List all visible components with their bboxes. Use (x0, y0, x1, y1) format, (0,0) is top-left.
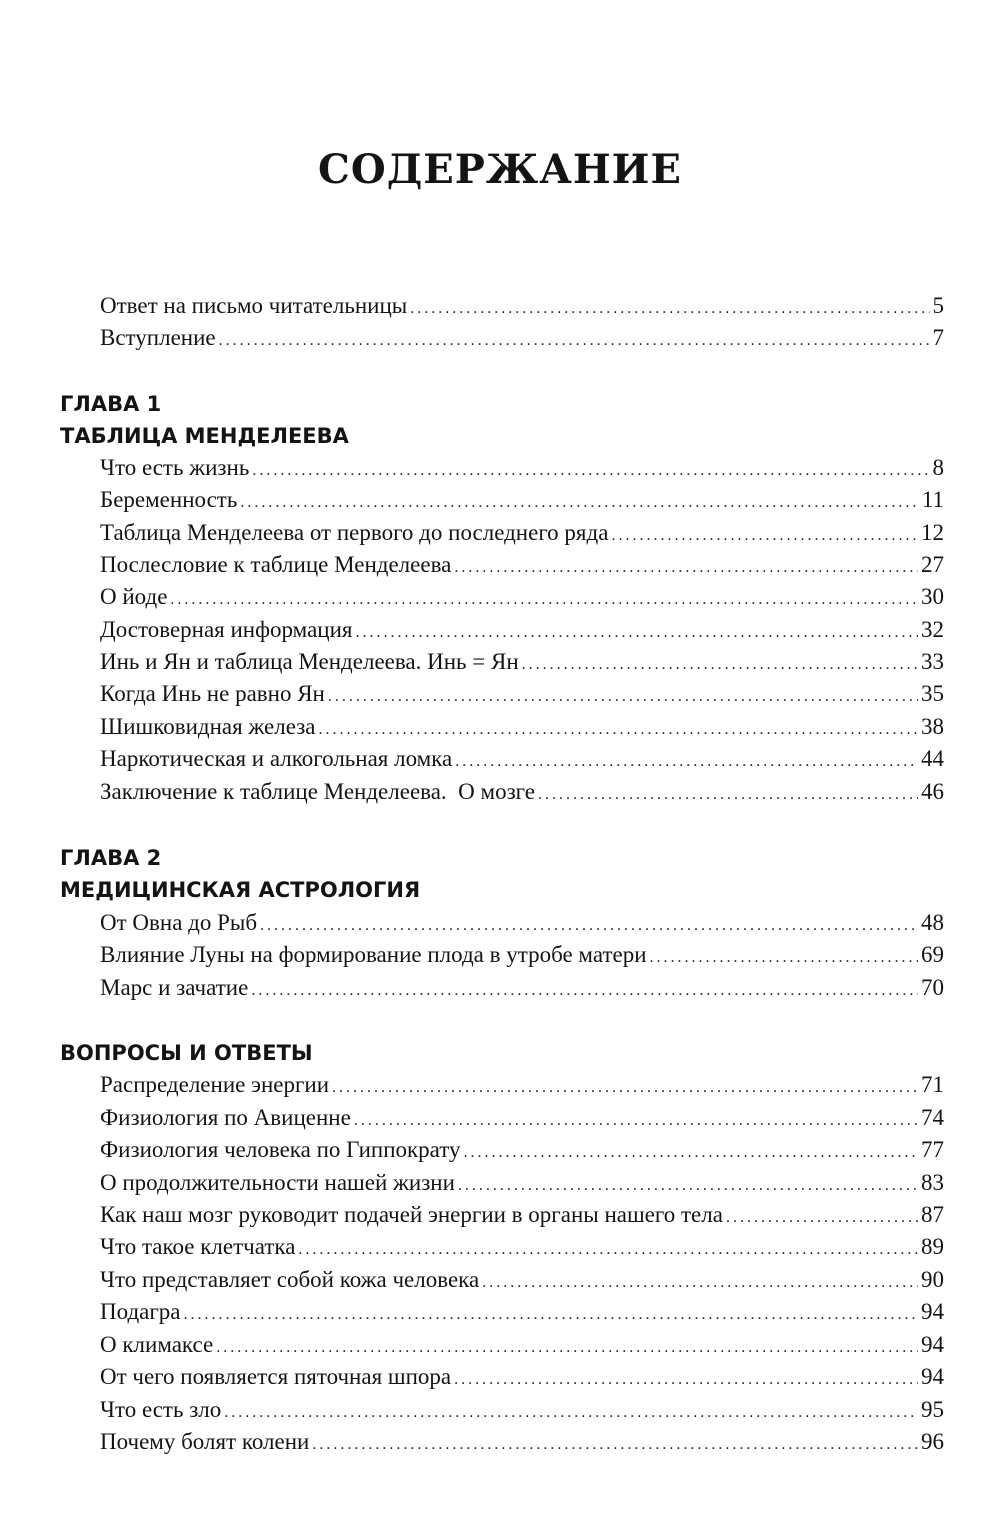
toc-entry[interactable] (100, 1296, 944, 1328)
entry-title: О йоде (100, 584, 168, 609)
dot-leader (454, 552, 918, 584)
dot-leader (332, 1072, 918, 1104)
entry-page: 11 (921, 487, 944, 512)
entry-title: Когда Инь не равно Ян (100, 681, 325, 706)
entry-page: 7 (932, 325, 944, 350)
entry-page: 5 (932, 293, 944, 318)
entry-page: 32 (921, 617, 944, 642)
entry-title: Влияние Луны на формирование плода в утробе матери (100, 942, 647, 967)
dot-leader (354, 1105, 918, 1137)
toc-entry[interactable] (100, 1102, 944, 1134)
entry-page: 35 (921, 681, 944, 706)
toc-entry[interactable] (100, 517, 944, 549)
dot-leader (184, 1299, 919, 1331)
page-title: СОДЕРЖАНИЕ (318, 146, 682, 193)
entry-page: 77 (921, 1137, 944, 1162)
dot-leader (726, 1202, 918, 1234)
toc-entry[interactable] (100, 711, 944, 743)
toc-entry[interactable] (100, 678, 944, 710)
dot-leader (650, 942, 918, 974)
dot-leader (328, 681, 918, 713)
entry-title: Что такое клетчатка (100, 1234, 296, 1259)
toc-entry[interactable] (100, 1426, 944, 1458)
dot-leader (170, 584, 918, 616)
toc-entry[interactable] (100, 1394, 944, 1426)
chapter-2-label: ГЛАВА 2 (60, 846, 162, 870)
entry-title: От чего появляется пяточная шпора (100, 1364, 452, 1389)
entry-page: 90 (921, 1267, 944, 1292)
dot-leader (216, 1332, 918, 1364)
dot-leader (355, 617, 918, 649)
entry-page: 48 (921, 910, 944, 935)
qa-heading: ВОПРОСЫ И ОТВЕТЫ (60, 1041, 313, 1065)
entry-page: 69 (921, 942, 944, 967)
chapter-1-label: ГЛАВА 1 (60, 392, 162, 416)
toc-entry[interactable] (100, 646, 944, 678)
entry-page: 71 (921, 1072, 944, 1097)
toc-entry[interactable] (100, 1167, 944, 1199)
toc-entry[interactable] (100, 776, 944, 808)
toc-entry[interactable] (100, 322, 944, 354)
dot-leader (224, 1397, 918, 1429)
entry-page: 30 (921, 584, 944, 609)
toc-entry[interactable] (100, 743, 944, 775)
toc-entry[interactable] (100, 1199, 944, 1231)
toc-entry[interactable] (100, 1134, 944, 1166)
dot-leader (312, 1429, 918, 1461)
entry-title: От Овна до Рыб (100, 910, 258, 935)
dot-leader (410, 293, 929, 325)
toc-entry[interactable] (100, 1069, 944, 1101)
entry-title: Таблица Менделеева от первого до последнего ряда (100, 520, 609, 545)
toc-entry[interactable] (100, 1264, 944, 1296)
entry-title: Марс и зачатие (100, 975, 249, 1000)
entry-title: Что есть зло (100, 1397, 222, 1422)
entry-title: Почему болят колени (100, 1429, 310, 1454)
toc-entry[interactable] (100, 581, 944, 613)
dot-leader (219, 325, 930, 357)
toc-entry[interactable] (100, 1361, 944, 1393)
entry-page: 96 (921, 1429, 944, 1454)
entry-page: 38 (921, 714, 944, 739)
entry-page: 33 (921, 649, 944, 674)
dot-leader (522, 649, 918, 681)
entry-title: Заключение к таблице Менделеева. О мозге (100, 779, 536, 804)
entry-page: 8 (932, 455, 944, 480)
entry-title: Послесловие к таблице Менделеева (100, 552, 452, 577)
toc-entry[interactable] (100, 484, 944, 516)
entry-title: Вступление (100, 325, 216, 350)
entry-title: Подагра (100, 1299, 181, 1324)
dot-leader (482, 1267, 918, 1299)
dot-leader (538, 779, 918, 811)
toc-entry[interactable] (100, 1329, 944, 1361)
entry-page: 83 (921, 1170, 944, 1195)
dot-leader (611, 520, 918, 552)
dot-leader (298, 1234, 918, 1266)
entry-page: 94 (921, 1299, 944, 1324)
chapter-1-name: ТАБЛИЦА МЕНДЕЛЕЕВА (60, 424, 349, 448)
toc-entry[interactable] (100, 549, 944, 581)
toc-entry[interactable] (100, 452, 944, 484)
toc-entry[interactable] (100, 939, 944, 971)
entry-page: 46 (921, 779, 944, 804)
entry-title: Беременность (100, 487, 238, 512)
chapter-2-name: МЕДИЦИНСКАЯ АСТРОЛОГИЯ (60, 878, 421, 902)
dot-leader (260, 910, 918, 942)
entry-title: Физиология по Авиценне (100, 1105, 351, 1130)
dot-leader (458, 1170, 918, 1202)
dot-leader (319, 714, 918, 746)
entry-page: 27 (921, 552, 944, 577)
dot-leader (464, 1137, 918, 1169)
entry-title: Достоверная информация (100, 617, 353, 642)
entry-page: 44 (921, 746, 944, 771)
entry-title: Наркотическая и алкогольная ломка (100, 746, 453, 771)
dot-leader (240, 487, 919, 519)
entry-title: Что есть жизнь (100, 455, 250, 480)
entry-page: 89 (921, 1234, 944, 1259)
entry-page: 74 (921, 1105, 944, 1130)
entry-page: 12 (921, 520, 944, 545)
entry-page: 70 (921, 975, 944, 1000)
toc-entry[interactable] (100, 972, 944, 1004)
toc-entry[interactable] (100, 614, 944, 646)
dot-leader (454, 1364, 918, 1396)
toc-entry[interactable] (100, 1231, 944, 1263)
entry-title: Шишковидная железа (100, 714, 316, 739)
dot-leader (252, 455, 929, 487)
dot-leader (455, 746, 918, 778)
entry-page: 87 (921, 1202, 944, 1227)
entry-title: Инь и Ян и таблица Менделеева. Инь = Ян (100, 649, 519, 674)
entry-title: Как наш мозг руководит подачей энергии в органы нашего тела (100, 1202, 723, 1227)
entry-page: 94 (921, 1332, 944, 1357)
entry-title: О климаксе (100, 1332, 214, 1357)
toc-entry[interactable] (100, 907, 944, 939)
dot-leader (251, 975, 918, 1007)
entry-title: О продолжительности нашей жизни (100, 1170, 455, 1195)
entry-title: Что представляет собой кожа человека (100, 1267, 480, 1292)
entry-title: Физиология человека по Гиппократу (100, 1137, 461, 1162)
entry-page: 95 (921, 1397, 944, 1422)
entry-page: 94 (921, 1364, 944, 1389)
entry-title: Ответ на письмо читательницы (100, 293, 408, 318)
entry-title: Распределение энергии (100, 1072, 330, 1097)
toc-entry[interactable] (100, 290, 944, 322)
